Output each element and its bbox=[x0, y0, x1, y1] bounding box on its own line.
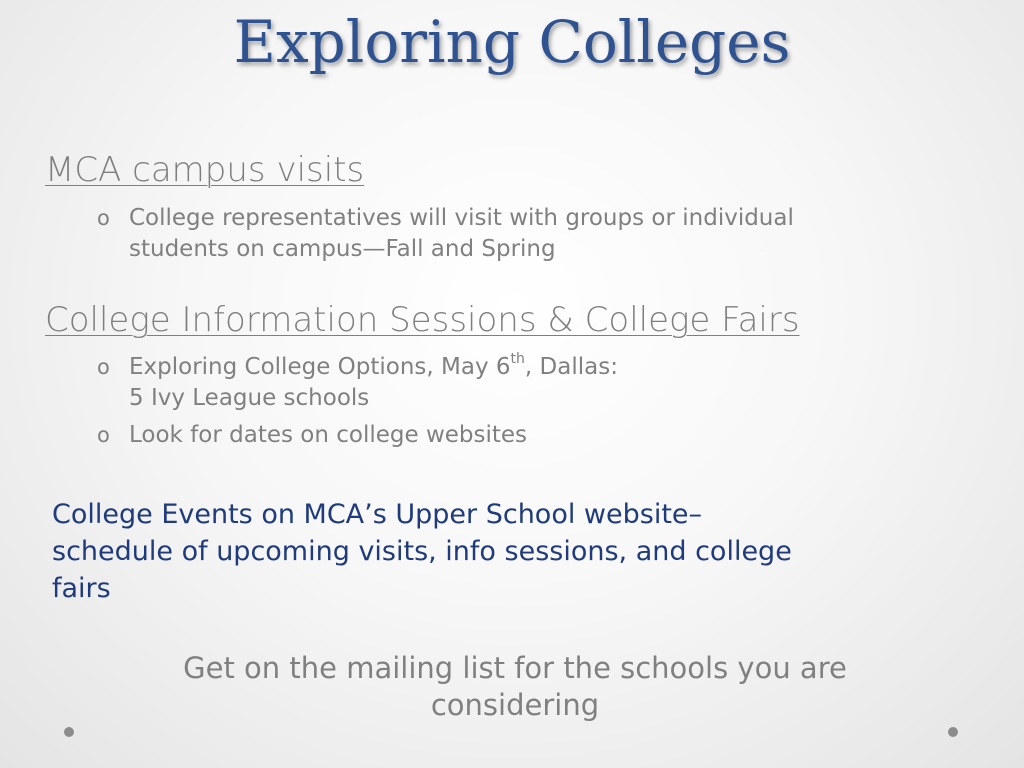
bullet-text: Look for dates on college websites bbox=[129, 422, 528, 448]
section-heading-campus-visits: MCA campus visits bbox=[45, 150, 365, 190]
bullet-line: College representatives will visit with groups or individual bbox=[129, 205, 794, 231]
bullet-marker: o bbox=[97, 423, 110, 447]
bullet-marker: o bbox=[97, 206, 110, 230]
closing-line: considering bbox=[430, 688, 600, 722]
callout-line: fairs bbox=[52, 573, 111, 604]
corner-dot-left bbox=[64, 727, 74, 737]
slide-title: Exploring Colleges bbox=[233, 8, 791, 76]
bullet-line: students on campus—Fall and Spring bbox=[129, 236, 556, 262]
corner-dot-right bbox=[948, 727, 958, 737]
section-heading-info-sessions: College Information Sessions & College Fairs bbox=[45, 300, 800, 340]
bullet-text bbox=[129, 203, 794, 265]
closing-note bbox=[0, 650, 1024, 724]
bullet-marker: o bbox=[97, 355, 110, 379]
bullet-line bbox=[129, 352, 618, 383]
bullet-line-prefix: Exploring College Options, May 6 bbox=[129, 354, 511, 380]
ordinal-suffix: th bbox=[510, 351, 525, 368]
closing-line: Get on the mailing list for the schools you are bbox=[183, 651, 847, 685]
bullet-text bbox=[129, 352, 618, 414]
bullet-line: 5 Ivy League schools bbox=[129, 385, 370, 411]
callout-line: schedule of upcoming visits, info sessions, and college bbox=[52, 536, 792, 567]
callout-upper-school-website bbox=[52, 496, 972, 607]
bullet-line-suffix: , Dallas: bbox=[524, 354, 618, 380]
callout-line: College Events on MCA’s Upper School website– bbox=[52, 499, 703, 530]
